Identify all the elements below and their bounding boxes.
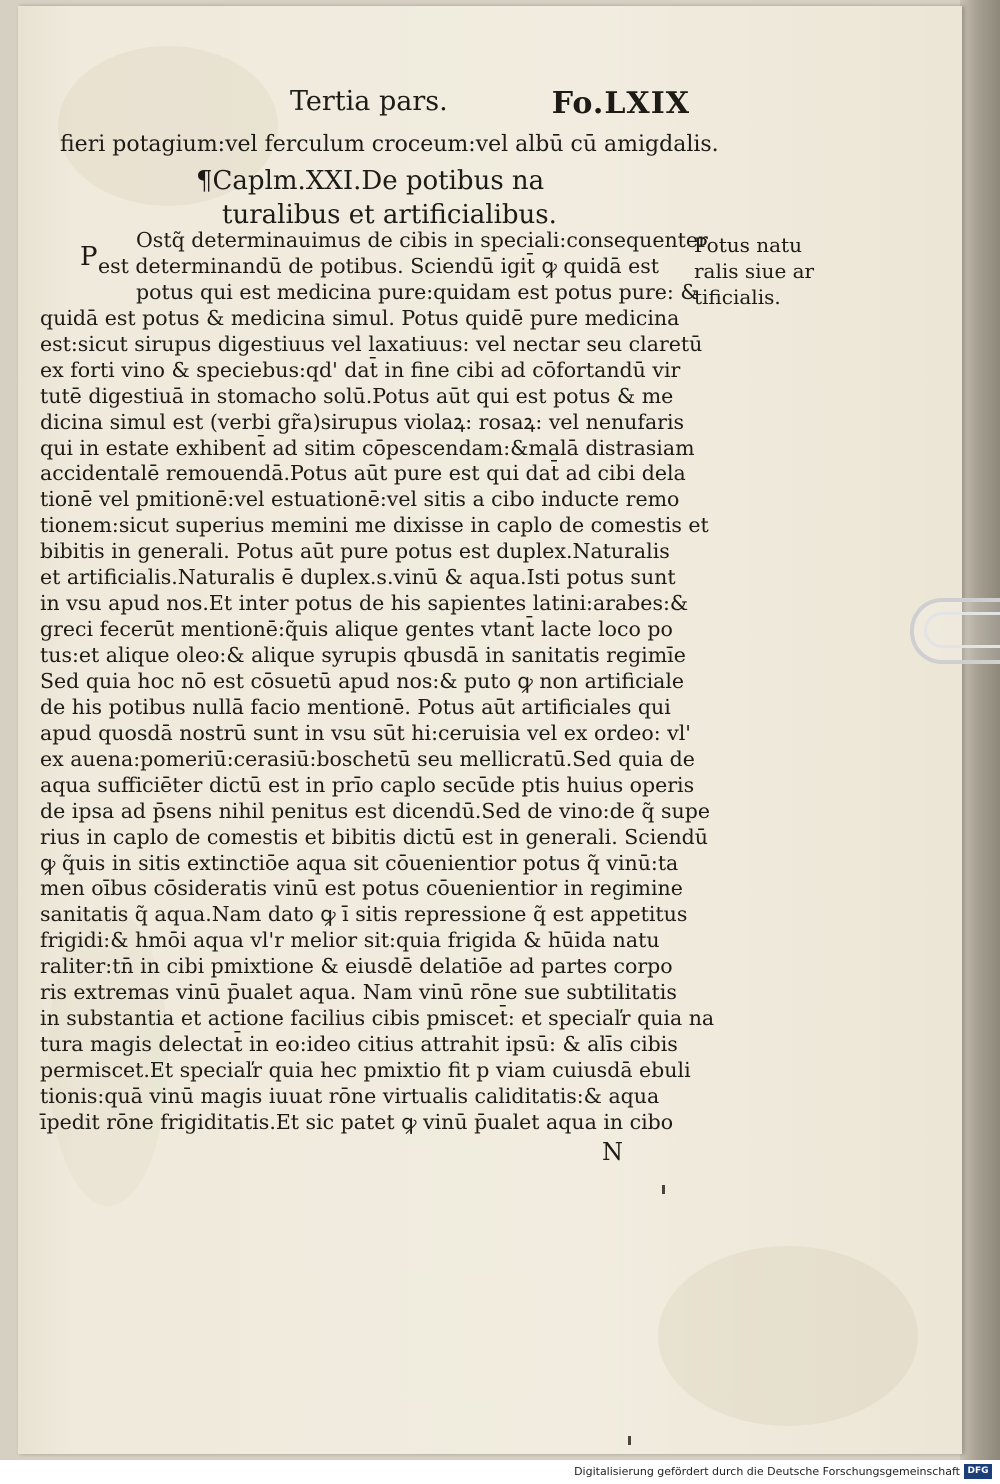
catchword: N <box>602 1138 623 1166</box>
paper-clip-inner-loop <box>924 612 1000 648</box>
body-line: est determinandū de potibus. Sciendū igit̄ ꝙ quidā est <box>98 253 659 278</box>
body-line: tura magis delectat̄ in eo:ideo citius attrahit ipsū: & alīs cibis <box>40 1032 678 1057</box>
body-line: Sed quia hoc nō est cōsuetū apud nos:& puto ꝙ non artificiale <box>40 668 685 693</box>
body-line: potus qui est medicina pure:quidam est potus pure: & <box>136 279 699 304</box>
body-line: frigidi:& hmōi aqua vl'r melior sit:quia frigida & hūida natu <box>40 928 660 953</box>
body-line: tutē digestiuā in stomacho solū.Potus aūt qui est potus & me <box>40 383 674 408</box>
body-line: tionem:sicut superius memini me dixisse in caplo de comestis et <box>40 513 709 538</box>
body-line: in vsu apud nos.Et inter potus de his sapientes latini:arabes:& <box>40 591 689 616</box>
chapter-heading <box>196 164 596 232</box>
body-line: rius in caplo de comestis et bibitis dictū est in generali. Sciendū <box>40 824 709 849</box>
body-line: īpedit rōne frigiditatis.Et sic patet ꝙ vinū p̄ualet aqua in cibo <box>40 1109 674 1134</box>
body-line: accidentalē remouendā.Potus aūt pure est qui dat̄ ad cibi dela <box>40 461 686 486</box>
body-line: bibitis in generali. Potus aūt pure potus est duplex.Naturalis <box>40 539 670 564</box>
body-line: tionē vel pmitionē:vel estuationē:vel sitis a cibo inducte remo <box>40 487 680 512</box>
body-line: sanitatis q̃ aqua.Nam dato ꝙ ī sitis repressione q̃ est appetitus <box>40 902 688 927</box>
continuation-line: fieri potagium:vel ferculum croceum:vel albū cū amigdalis. <box>60 132 719 157</box>
dfg-logo-icon: DFG <box>964 1464 992 1479</box>
body-line: Ostq̃ determinauimus de cibis in speciali:consequenter <box>136 228 708 252</box>
body-line: et artificialis.Naturalis ē duplex.s.vinū & aqua.Isti potus sunt <box>40 565 676 590</box>
book-fore-edge <box>960 0 1000 1460</box>
chapter-heading-line-2: turalibus et artificialibus. <box>222 200 557 230</box>
body-line: aqua sufficiēter dictū est in prīo caplo secūde ptis huius operis <box>40 772 695 797</box>
body-line: dicina simul est (verbi gr̃a)sirupus violaꝝ: rosaꝝ: vel nenufaris <box>40 409 685 434</box>
chapter-heading-line-1: ¶Caplm.XXI.De potibus na <box>196 166 545 196</box>
body-line: tus:et alique oleo:& alique syrupis qbusdā in sanitatis regimīe <box>40 643 686 667</box>
ink-speck <box>662 1185 665 1194</box>
footer-credit: Digitalisierung gefördert durch die Deutsche Forschungsgemeinschaft <box>574 1465 960 1478</box>
body-line: ex auena:pomeriū:cerasiū:boschetū seu mellicratū.Sed quia de <box>40 746 695 771</box>
ink-speck <box>628 1436 631 1445</box>
body-text <box>40 228 715 1136</box>
body-line: apud quosdā nostrū sunt in vsu sūt hi:ceruisia vel ex ordeo: vl' <box>40 720 691 745</box>
body-line: raliter:tn̄ in cibi pmixtione & eiusdē delatiōe ad partes corpo <box>40 954 673 979</box>
folio-number: Fo.LXIX <box>551 86 690 121</box>
body-line: tionis:quā vinū magis iuuat rōne virtualis caliditatis:& aqua <box>40 1083 660 1108</box>
running-title: Tertia pars. <box>290 86 448 117</box>
body-line: ris extremas vinū p̄ualet aqua. Nam vinū rōne sue subtilitatis <box>40 980 677 1005</box>
initial-letter: P <box>80 242 98 272</box>
margin-note-line: ralis siue ar <box>694 259 815 283</box>
body-line: est:sicut sirupus digestiuus vel laxatiuus: vel nectar seu claretū <box>40 331 703 356</box>
margin-note-line: tificialis. <box>694 285 781 309</box>
body-line: men oībus cōsideratis vinū est potus cōuenientior in regimine <box>40 876 683 901</box>
body-line: ꝙ q̃uis in sitis extinctiōe aqua sit cōuenientior potus q̃ vinū:ta <box>40 850 679 875</box>
digitization-footer <box>0 1460 1000 1484</box>
body-line: quidā est potus & medicina simul. Potus quidē pure medicina <box>40 305 680 330</box>
body-line: de his potibus nullā facio mentionē. Potus aūt artificiales qui <box>40 694 671 719</box>
body-line: de ipsa ad p̄sens nihil penitus est dicendū.Sed de vino:de q̃ supe <box>40 798 710 823</box>
body-line: qui in estate exhibent̄ ad sitim cōpescendam:&malā distrasiam <box>40 435 695 460</box>
body-line: ex forti vino & speciebus:qd' dat̄ in fine cibi ad cōfortandū vir <box>40 357 681 382</box>
body-line: greci fecerūt mentionē:q̃uis alique gentes vtant̄ lacte loco po <box>40 617 673 642</box>
running-header <box>290 86 690 126</box>
body-line: permiscet.Et speciaľr quia hec pmixtio fit p viam cuiusdā ebuli <box>40 1058 691 1082</box>
margin-note-line: Potus natu <box>694 233 802 257</box>
margin-note <box>694 232 834 310</box>
body-line: in substantia et actione facilius cibis pmiscet̄: et speciaľr quia na <box>40 1006 715 1031</box>
